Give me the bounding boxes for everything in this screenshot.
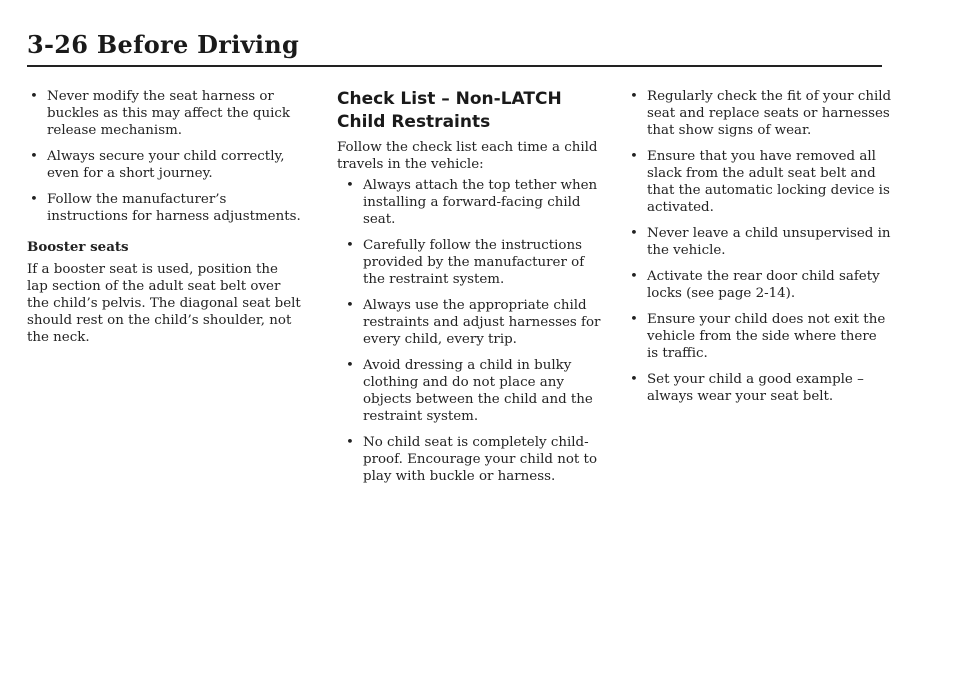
bullet-glyph: • [346, 238, 354, 253]
list-item-text: Always attach the top tether when installing a forward-facing child seat. [363, 178, 598, 227]
bullet-glyph: • [630, 149, 638, 164]
bullet-glyph: • [30, 192, 38, 207]
checklist-bullet-list [343, 177, 607, 485]
right-bullet-list [627, 88, 892, 405]
list-item [627, 268, 892, 302]
list-item [627, 311, 892, 362]
list-item-text: Set your child a good example – always wear your seat belt. [647, 372, 864, 404]
bullet-glyph: • [30, 89, 38, 104]
list-item [343, 237, 607, 288]
list-item [27, 148, 302, 182]
page-header [27, 28, 882, 62]
list-item-text: Never modify the seat harness or buckles as this may affect the quick release mechanism. [47, 89, 291, 138]
list-item [627, 371, 892, 405]
list-item-text: Never leave a child unsupervised in the vehicle. [647, 226, 891, 258]
bullet-glyph: • [630, 89, 638, 104]
bullet-glyph: • [630, 372, 638, 387]
bullet-glyph: • [346, 178, 354, 193]
section-heading: Check List – Non-LATCH Child Restraints [337, 89, 562, 132]
left-bullet-list [27, 88, 302, 225]
list-item-text: Always secure your child correctly, even for a short journey. [47, 149, 285, 181]
list-item [343, 297, 607, 348]
list-item-text: No child seat is completely child-proof. Encourage your child not to play with buckle or harness. [363, 435, 598, 484]
list-item [343, 357, 607, 425]
bullet-glyph: • [346, 358, 354, 373]
list-item-text: Follow the manufacturer’s instructions for harness adjustments. [47, 192, 301, 224]
list-item [627, 225, 892, 259]
list-item-text: Carefully follow the instructions provided by the manufacturer of the restraint system. [363, 238, 585, 287]
booster-paragraph: If a booster seat is used, position the lap section of the adult seat belt over the child’s pelvis. The diagonal seat belt should rest on the child’s shoulder, not the neck. [27, 262, 301, 345]
list-item [343, 177, 607, 228]
bullet-glyph: • [30, 149, 38, 164]
bullet-glyph: • [630, 269, 638, 284]
checklist-intro: Follow the check list each time a child travels in the vehicle: [337, 140, 598, 172]
page-title: 3-26 Before Driving [27, 30, 300, 59]
list-item [27, 191, 302, 225]
list-item-text: Regularly check the fit of your child seat and replace seats or harnesses that show signs of wear. [647, 89, 892, 138]
bullet-glyph: • [346, 298, 354, 313]
list-item [27, 88, 302, 139]
bullet-glyph: • [630, 312, 638, 327]
middle-column [337, 88, 607, 494]
right-column [627, 88, 892, 414]
list-item-text: Activate the rear door child safety locks (see page 2-14). [647, 269, 880, 301]
list-item [627, 148, 892, 216]
bullet-glyph: • [346, 435, 354, 450]
list-item [627, 88, 892, 139]
bullet-glyph: • [630, 226, 638, 241]
booster-heading: Booster seats [27, 239, 129, 255]
header-rule [27, 65, 882, 67]
list-item-text: Ensure your child does not exit the vehicle from the side where there is traffic. [647, 312, 886, 361]
list-item-text: Avoid dressing a child in bulky clothing and do not place any objects between the child and the restraint system. [363, 358, 593, 424]
list-item-text: Always use the appropriate child restraints and adjust harnesses for every child, every trip. [363, 298, 601, 347]
left-column [27, 88, 302, 346]
list-item [343, 434, 607, 485]
list-item-text: Ensure that you have removed all slack from the adult seat belt and that the automatic locking device is activated. [647, 149, 890, 215]
